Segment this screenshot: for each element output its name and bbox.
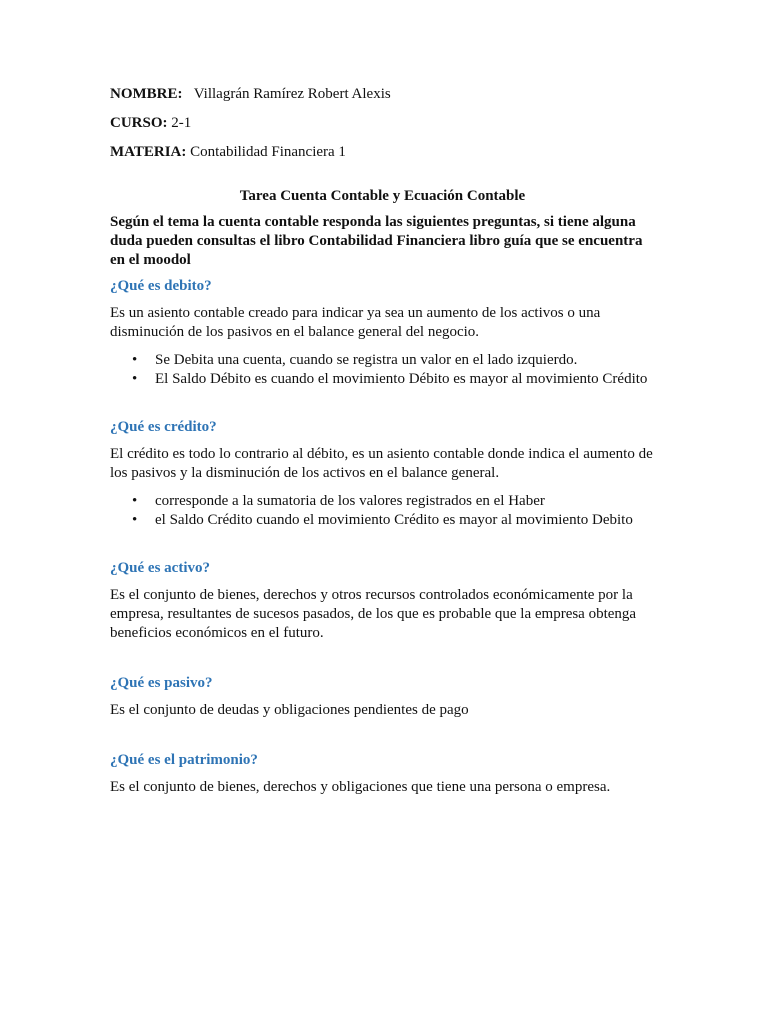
question-pasivo: ¿Qué es pasivo?: [110, 675, 213, 691]
list-item: [110, 492, 655, 511]
question-patrimonio: ¿Qué es el patrimonio?: [110, 752, 258, 768]
bullet-icon: •: [132, 371, 138, 387]
name-label: NOMBRE:: [110, 86, 183, 102]
bullet-icon: •: [132, 493, 138, 509]
document-page: [110, 84, 655, 806]
question-debito: ¿Qué es debito?: [110, 278, 212, 294]
subject-value: Contabilidad Financiera 1: [190, 144, 346, 160]
bullet-list-credito: [110, 492, 655, 530]
answer-credito: El crédito es todo lo contrario al débito, es un asiento contable donde indica el aumento de los pasivos y la disminución de los activos en el balance general.: [110, 446, 653, 481]
course-value: 2-1: [171, 115, 192, 131]
assignment-instructions: Según el tema la cuenta contable responda las siguientes preguntas, si tiene alguna duda pueden consultas el libro Contabilidad Financiera libro guía que se encuentra en el moodol: [110, 214, 643, 268]
answer-activo: Es el conjunto de bienes, derechos y otros recursos controlados económicamente por la empresa, resultantes de sucesos pasados, de los que es probable que la empresa obtenga beneficios económicos en el futuro.: [110, 587, 637, 641]
answer-debito: Es un asiento contable creado para indicar ya sea un aumento de los activos o una disminución de los pasivos en el balance general del negocio.: [110, 305, 601, 340]
list-item: [110, 370, 655, 389]
bullet-icon: •: [132, 352, 138, 368]
course-line: [110, 113, 655, 133]
answer-pasivo: Es el conjunto de deudas y obligaciones pendientes de pago: [110, 702, 469, 718]
list-item: [110, 351, 655, 370]
bullet-icon: •: [132, 512, 138, 528]
list-item-text: el Saldo Crédito cuando el movimiento Crédito es mayor al movimiento Debito: [155, 512, 633, 528]
student-name-line: [110, 84, 655, 104]
list-item: [110, 511, 655, 530]
subject-line: [110, 142, 655, 162]
answer-patrimonio: Es el conjunto de bienes, derechos y obligaciones que tiene una persona o empresa.: [110, 779, 611, 795]
subject-label: MATERIA:: [110, 144, 187, 160]
list-item-text: Se Debita una cuenta, cuando se registra un valor en el lado izquierdo.: [155, 352, 578, 368]
list-item-text: corresponde a la sumatoria de los valores registrados en el Haber: [155, 493, 545, 509]
question-credito: ¿Qué es crédito?: [110, 419, 217, 435]
course-label: CURSO:: [110, 115, 168, 131]
question-activo: ¿Qué es activo?: [110, 560, 210, 576]
assignment-title: Tarea Cuenta Contable y Ecuación Contable: [239, 188, 526, 204]
bullet-list-debito: [110, 351, 655, 389]
name-value: Villagrán Ramírez Robert Alexis: [193, 86, 391, 102]
list-item-text: El Saldo Débito es cuando el movimiento Débito es mayor al movimiento Crédito: [155, 371, 648, 387]
